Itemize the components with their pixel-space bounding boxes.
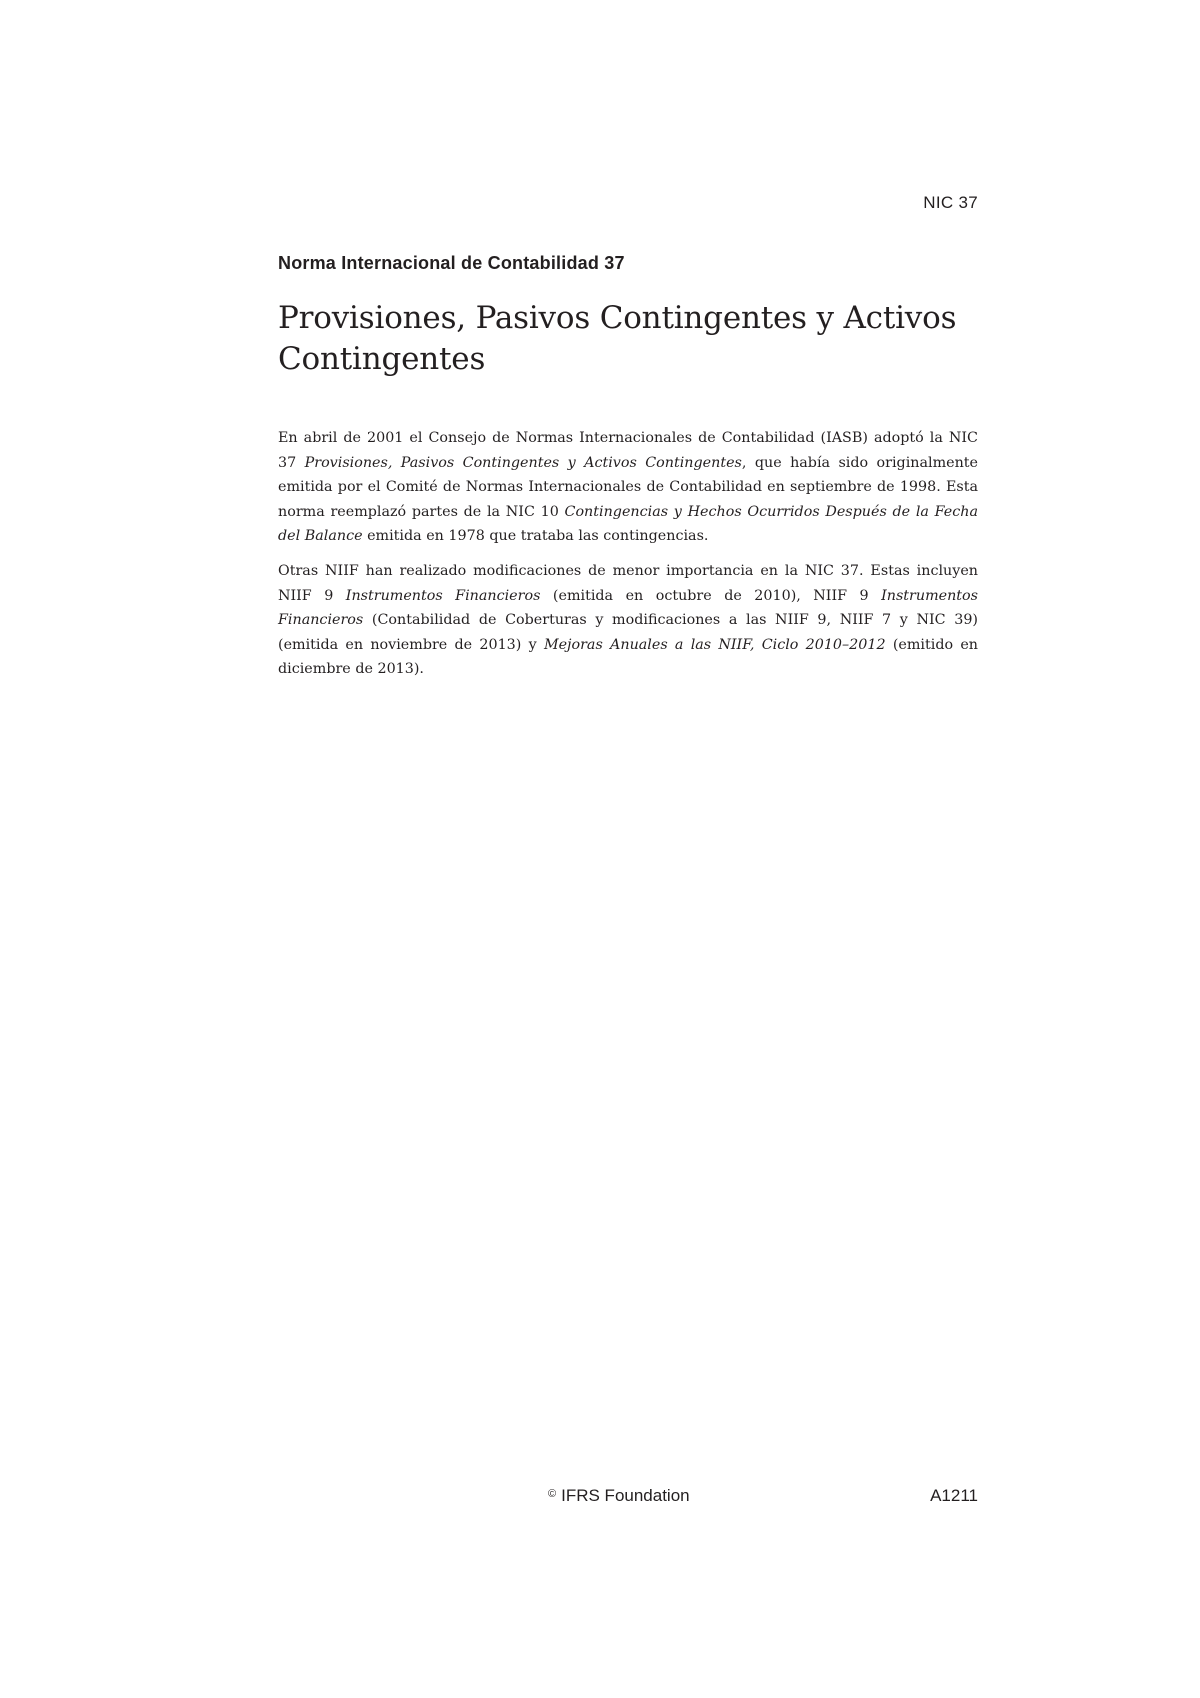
paragraph-text: En abril de 2001 el Consejo de Normas Internacionales de Contabilidad (IASB) adoptó la NIC 37 <box>278 430 978 471</box>
document-title: Provisiones, Pasivos Contingentes y Activos Contingentes <box>278 300 957 377</box>
page-number: A1211 <box>930 1486 978 1505</box>
copyright-holder: IFRS Foundation <box>561 1486 690 1505</box>
standard-title-reference: Mejoras Anuales a las NIIF, Ciclo 2010–2012 <box>543 636 886 653</box>
standard-title-reference: Provisiones, Pasivos Contingentes y Activos Contingentes <box>304 454 742 471</box>
intro-paragraph-2 <box>278 559 978 682</box>
introduction-body <box>278 426 978 692</box>
standard-title-reference: Contingencias y Hechos Ocurridos Después de la Fecha del Balance <box>278 503 978 545</box>
footer-copyright <box>548 1486 690 1506</box>
standard-label: Norma Internacional de Contabilidad 37 <box>278 253 625 273</box>
paragraph-text: (emitida en octubre de 2010), NIIF 9 <box>540 587 882 604</box>
copyright-symbol: © <box>548 1488 557 1500</box>
paragraph-text: (Contabilidad de Coberturas y modificaciones a las NIIF 9, NIIF 7 y NIC 39) (emitida en noviembre de 2013) y <box>278 612 978 653</box>
intro-paragraph-1 <box>278 426 978 549</box>
standard-title-reference: Instrumentos Financieros <box>345 587 541 604</box>
running-header-standard-ref: NIC 37 <box>923 193 978 212</box>
standard-title-reference: Instrumentos Financieros <box>278 587 978 629</box>
paragraph-text: (emitido en diciembre de 2013). <box>278 636 979 678</box>
paragraph-text: , que había sido originalmente emitida por el Comité de Normas Internacionales de Contabilidad en septiembre de 1998. Esta norma reemplazó partes de la NIC 10 <box>278 454 979 520</box>
paragraph-text: Otras NIIF han realizado modificaciones de menor importancia en la NIC 37. Estas incluyen NIIF 9 <box>278 562 978 604</box>
paragraph-text: emitida en 1978 que trataba las contingencias. <box>362 528 709 545</box>
